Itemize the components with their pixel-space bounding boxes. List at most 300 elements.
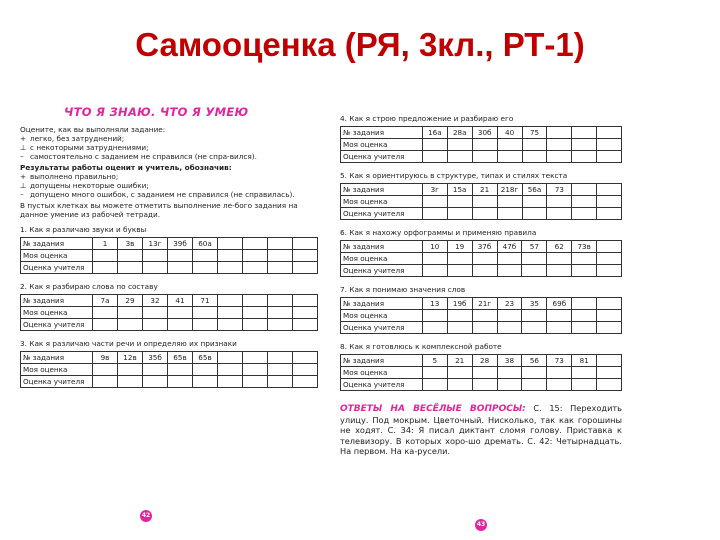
task-row [21, 352, 318, 364]
grade-cell[interactable] [597, 139, 622, 151]
grade-cell[interactable] [547, 265, 572, 277]
assessment-table [340, 126, 622, 163]
task-number-cell: 1 [93, 238, 118, 250]
assessment-table [20, 351, 318, 388]
task-number-cell: 38 [497, 355, 522, 367]
section-title: 3. Как я различаю части речи и определяю их признаки [20, 339, 237, 348]
grade-cell[interactable] [422, 151, 447, 163]
grade-cell[interactable] [597, 253, 622, 265]
task-number-cell [597, 355, 622, 367]
legend-item [20, 190, 322, 199]
teacher-assessment-row [21, 262, 318, 274]
legend-text: с некоторыми затруднениями; [30, 143, 149, 152]
task-row [21, 295, 318, 307]
task-number-cell: 29 [118, 295, 143, 307]
legend-item [20, 134, 322, 143]
grade-cell[interactable] [293, 319, 318, 331]
task-number-cell [597, 184, 622, 196]
task-row [341, 127, 622, 139]
grade-cell[interactable] [597, 310, 622, 322]
task-number-cell: 13г [143, 238, 168, 250]
task-number-cell: 28а [447, 127, 472, 139]
grade-cell[interactable] [497, 196, 522, 208]
task-number-cell: 21г [472, 298, 497, 310]
row-label: Оценка учителя [21, 376, 93, 388]
grade-cell[interactable] [168, 319, 193, 331]
grade-cell[interactable] [422, 379, 447, 391]
legend-symbol: – [20, 190, 24, 199]
grade-cell[interactable] [447, 253, 472, 265]
grade-cell[interactable] [522, 310, 547, 322]
grade-cell[interactable] [447, 151, 472, 163]
task-number-cell: 69б [547, 298, 572, 310]
legend-item [20, 152, 322, 161]
task-row [21, 238, 318, 250]
grade-cell[interactable] [522, 253, 547, 265]
task-number-cell: 32 [143, 295, 168, 307]
grade-cell[interactable] [572, 196, 597, 208]
grade-cell[interactable] [422, 265, 447, 277]
grade-cell[interactable] [143, 376, 168, 388]
grade-cell[interactable] [522, 208, 547, 220]
grade-cell[interactable] [143, 319, 168, 331]
grade-cell[interactable] [143, 250, 168, 262]
task-row [341, 184, 622, 196]
slide-title: Самооценка (РЯ, 3кл., РТ-1) [135, 26, 585, 63]
legend-item [20, 143, 322, 152]
grade-cell[interactable] [497, 379, 522, 391]
grade-cell[interactable] [243, 376, 268, 388]
task-number-cell [572, 298, 597, 310]
row-label: № задания [21, 295, 93, 307]
grade-cell[interactable] [243, 319, 268, 331]
task-number-cell: 56 [522, 355, 547, 367]
section-title: 4. Как я строю предложение и разбираю его [340, 114, 514, 123]
grade-cell[interactable] [143, 262, 168, 274]
grade-cell[interactable] [243, 250, 268, 262]
assessment-table [20, 237, 318, 274]
grade-cell[interactable] [447, 196, 472, 208]
right-sections [340, 114, 622, 391]
grade-cell[interactable] [472, 208, 497, 220]
grade-cell[interactable] [572, 151, 597, 163]
grade-cell[interactable] [218, 250, 243, 262]
grade-cell[interactable] [193, 364, 218, 376]
section-title: 8. Как я готовлюсь к комплексной работе [340, 342, 502, 351]
row-label: № задания [21, 352, 93, 364]
row-label: Моя оценка [21, 364, 93, 376]
row-label: Моя оценка [341, 139, 423, 151]
grade-cell[interactable] [522, 367, 547, 379]
legend-symbol: ⊥ [20, 143, 27, 152]
legend-item [20, 181, 322, 190]
grade-cell[interactable] [422, 196, 447, 208]
grade-cell[interactable] [522, 265, 547, 277]
grade-cell[interactable] [597, 367, 622, 379]
task-number-cell: 21 [447, 355, 472, 367]
grade-cell[interactable] [118, 364, 143, 376]
grade-cell[interactable] [547, 322, 572, 334]
teacher-assessment-row [341, 151, 622, 163]
section-title: 7. Как я понимаю значения слов [340, 285, 466, 294]
intro-title: Оцените, как вы выполняли задание: [20, 125, 166, 134]
row-label: Моя оценка [341, 310, 423, 322]
task-number-cell: 23 [497, 298, 522, 310]
grade-cell[interactable] [597, 208, 622, 220]
grade-cell[interactable] [243, 307, 268, 319]
grade-cell[interactable] [522, 379, 547, 391]
task-number-cell: 218г [497, 184, 522, 196]
grade-cell[interactable] [547, 139, 572, 151]
row-label: № задания [341, 298, 423, 310]
row-label: Оценка учителя [341, 151, 423, 163]
grade-cell[interactable] [218, 319, 243, 331]
grade-cell[interactable] [422, 139, 447, 151]
task-number-cell: 57 [522, 241, 547, 253]
grade-cell[interactable] [497, 322, 522, 334]
section-title: 5. Как я ориентируюсь в структуре, типах и стилях текста [340, 171, 568, 180]
grade-cell[interactable] [497, 265, 522, 277]
grade-cell[interactable] [572, 253, 597, 265]
legend-symbol: + [20, 172, 27, 181]
grade-cell[interactable] [93, 250, 118, 262]
legend-symbol: – [20, 152, 24, 161]
task-number-cell: 3в [118, 238, 143, 250]
section-title: 2. Как я разбираю слова по составу [20, 282, 158, 291]
task-number-cell: 7а [93, 295, 118, 307]
grade-cell[interactable] [572, 379, 597, 391]
task-number-cell [293, 352, 318, 364]
grade-cell[interactable] [293, 364, 318, 376]
grade-cell[interactable] [168, 376, 193, 388]
grade-cell[interactable] [193, 262, 218, 274]
self-assessment-row [21, 250, 318, 262]
grade-cell[interactable] [472, 253, 497, 265]
grade-cell[interactable] [268, 319, 293, 331]
grade-cell[interactable] [243, 364, 268, 376]
grade-cell[interactable] [547, 367, 572, 379]
task-number-cell: 39б [168, 238, 193, 250]
task-number-cell: 28 [472, 355, 497, 367]
task-number-cell [572, 127, 597, 139]
self-assessment-row [21, 307, 318, 319]
grade-cell[interactable] [168, 262, 193, 274]
task-row [341, 241, 622, 253]
assessment-table [340, 240, 622, 277]
grade-cell[interactable] [522, 196, 547, 208]
section-title: 1. Как я различаю звуки и буквы [20, 225, 147, 234]
row-label: Моя оценка [21, 307, 93, 319]
task-number-cell: 16а [422, 127, 447, 139]
legend-text: самостоятельно с заданием не справился (не спра-вился). [30, 152, 257, 161]
grade-cell[interactable] [497, 139, 522, 151]
grade-cell[interactable] [268, 250, 293, 262]
answers-text: С. 15: Переходить улицу. Под мокрым. Цветочный. Нисколько, так как горошины не ходят. С. 34: Я писал диктант сломя голову. Приставка к телевизору. В которых хоро-шо дремать. С. 42: Четырнадцать. На первом. На ка-русели. [340, 403, 622, 456]
grade-cell[interactable] [472, 322, 497, 334]
task-number-cell [572, 184, 597, 196]
grade-cell[interactable] [422, 310, 447, 322]
task-number-cell [218, 352, 243, 364]
task-number-cell: 65в [168, 352, 193, 364]
grade-cell[interactable] [447, 139, 472, 151]
grade-cell[interactable] [168, 250, 193, 262]
grade-cell[interactable] [497, 253, 522, 265]
task-number-cell: 19 [447, 241, 472, 253]
grade-cell[interactable] [572, 139, 597, 151]
task-number-cell: 5 [422, 355, 447, 367]
row-label: Моя оценка [341, 253, 423, 265]
grade-cell[interactable] [472, 196, 497, 208]
grade-cell[interactable] [472, 151, 497, 163]
grade-cell[interactable] [268, 364, 293, 376]
task-number-cell [597, 298, 622, 310]
grade-cell[interactable] [422, 253, 447, 265]
grade-cell[interactable] [572, 322, 597, 334]
grade-cell[interactable] [293, 307, 318, 319]
task-number-cell [268, 295, 293, 307]
grade-cell[interactable] [118, 250, 143, 262]
task-number-cell [218, 238, 243, 250]
grade-cell[interactable] [597, 379, 622, 391]
task-number-cell: 65в [193, 352, 218, 364]
task-number-cell [243, 295, 268, 307]
teacher-legend [20, 172, 322, 199]
page-number-right: 43 [475, 519, 487, 531]
grade-cell[interactable] [93, 364, 118, 376]
grade-cell[interactable] [218, 376, 243, 388]
grade-cell[interactable] [118, 376, 143, 388]
grade-cell[interactable] [447, 208, 472, 220]
grade-cell[interactable] [143, 307, 168, 319]
task-number-cell [597, 127, 622, 139]
row-label: Оценка учителя [341, 322, 423, 334]
page-number-left: 42 [140, 510, 152, 522]
grade-cell[interactable] [243, 262, 268, 274]
teacher-assessment-row [21, 376, 318, 388]
task-number-cell: 56а [522, 184, 547, 196]
task-number-cell: 15а [447, 184, 472, 196]
task-row [341, 298, 622, 310]
grade-cell[interactable] [218, 262, 243, 274]
row-label: № задания [341, 355, 423, 367]
task-number-cell: 35б [143, 352, 168, 364]
self-legend [20, 134, 322, 161]
grade-cell[interactable] [572, 367, 597, 379]
task-number-cell [268, 238, 293, 250]
grade-cell[interactable] [572, 208, 597, 220]
task-number-cell [293, 238, 318, 250]
task-number-cell [243, 238, 268, 250]
instructions [20, 125, 322, 219]
task-number-cell: 73в [572, 241, 597, 253]
grade-cell[interactable] [218, 364, 243, 376]
assessment-table [20, 294, 318, 331]
grade-cell[interactable] [597, 322, 622, 334]
row-label: № задания [341, 241, 423, 253]
self-assessment-row [341, 139, 622, 151]
teacher-assessment-row [341, 208, 622, 220]
left-sections [20, 225, 322, 388]
teacher-assessment-row [341, 322, 622, 334]
row-label: Оценка учителя [21, 319, 93, 331]
grade-cell[interactable] [547, 253, 572, 265]
teacher-assessment-row [341, 379, 622, 391]
row-label: № задания [21, 238, 93, 250]
row-label: Оценка учителя [341, 379, 423, 391]
grade-cell[interactable] [497, 151, 522, 163]
task-number-cell: 35 [522, 298, 547, 310]
grade-cell[interactable] [597, 265, 622, 277]
row-label: Моя оценка [341, 367, 423, 379]
grade-cell[interactable] [218, 307, 243, 319]
grade-cell[interactable] [447, 265, 472, 277]
row-label: Моя оценка [341, 196, 423, 208]
grade-cell[interactable] [547, 196, 572, 208]
legend-text: допущено много ошибок, с заданием не справился (не справилась). [30, 190, 295, 199]
grade-cell[interactable] [143, 364, 168, 376]
task-number-cell: 47б [497, 241, 522, 253]
task-row [341, 355, 622, 367]
grade-cell[interactable] [268, 262, 293, 274]
grade-cell[interactable] [293, 250, 318, 262]
grade-cell[interactable] [547, 379, 572, 391]
task-number-cell [597, 241, 622, 253]
header-title: ЧТО Я ЗНАЮ. ЧТО Я УМЕЮ [64, 105, 249, 119]
legend-text: допущены некоторые ошибки; [30, 181, 149, 190]
legend-text: легко, без затруднений; [30, 134, 125, 143]
task-number-cell: 13 [422, 298, 447, 310]
grade-cell[interactable] [522, 139, 547, 151]
grade-cell[interactable] [118, 262, 143, 274]
task-number-cell [268, 352, 293, 364]
task-number-cell [547, 127, 572, 139]
grade-cell[interactable] [522, 151, 547, 163]
task-number-cell [243, 352, 268, 364]
grade-cell[interactable] [472, 139, 497, 151]
grade-cell[interactable] [472, 367, 497, 379]
grade-cell[interactable] [547, 208, 572, 220]
grade-cell[interactable] [268, 307, 293, 319]
row-label: Оценка учителя [341, 265, 423, 277]
grade-cell[interactable] [168, 307, 193, 319]
teacher-assessment-row [21, 319, 318, 331]
self-assessment-row [21, 364, 318, 376]
section-header [64, 105, 322, 119]
legend-symbol: ⊥ [20, 181, 27, 190]
task-number-cell: 40 [497, 127, 522, 139]
task-number-cell: 60а [193, 238, 218, 250]
grade-cell[interactable] [447, 367, 472, 379]
task-number-cell: 73 [547, 355, 572, 367]
grade-cell[interactable] [572, 310, 597, 322]
task-number-cell: 75 [522, 127, 547, 139]
task-number-cell: 12в [118, 352, 143, 364]
grade-cell[interactable] [93, 319, 118, 331]
grade-cell[interactable] [293, 376, 318, 388]
grade-cell[interactable] [572, 265, 597, 277]
grade-cell[interactable] [422, 367, 447, 379]
grade-cell[interactable] [447, 379, 472, 391]
grade-cell[interactable] [118, 307, 143, 319]
task-number-cell: 81 [572, 355, 597, 367]
grade-cell[interactable] [422, 322, 447, 334]
grade-cell[interactable] [93, 376, 118, 388]
teacher-assessment-row [341, 265, 622, 277]
empty-note: В пустых клетках вы можете отметить выполнение ле-бого задания на данное умение из рабочей тетради. [20, 201, 298, 219]
grade-cell[interactable] [547, 151, 572, 163]
grade-cell[interactable] [547, 310, 572, 322]
answers-head: ОТВЕТЫ НА ВЕСЁЛЫЕ ВОПРОСЫ: [340, 404, 526, 414]
grade-cell[interactable] [472, 310, 497, 322]
self-assessment-row [341, 367, 622, 379]
task-number-cell [218, 295, 243, 307]
task-number-cell: 71 [193, 295, 218, 307]
self-assessment-row [341, 196, 622, 208]
answers-block [340, 403, 622, 457]
task-number-cell: 41 [168, 295, 193, 307]
grade-cell[interactable] [597, 196, 622, 208]
grade-cell[interactable] [293, 262, 318, 274]
self-assessment-row [341, 253, 622, 265]
row-label: № задания [341, 127, 423, 139]
task-number-cell: 9в [93, 352, 118, 364]
row-label: Оценка учителя [21, 262, 93, 274]
task-number-cell: 3г [422, 184, 447, 196]
task-number-cell: 62 [547, 241, 572, 253]
task-number-cell: 21 [472, 184, 497, 196]
grade-cell[interactable] [447, 310, 472, 322]
results-title: Результаты работы оценит и учитель, обозначив: [20, 163, 232, 172]
row-label: № задания [341, 184, 423, 196]
grade-cell[interactable] [497, 310, 522, 322]
left-page [20, 105, 322, 388]
grade-cell[interactable] [193, 250, 218, 262]
grade-cell[interactable] [497, 208, 522, 220]
section-title: 6. Как я нахожу орфограммы и применяю правила [340, 228, 537, 237]
grade-cell[interactable] [497, 367, 522, 379]
right-page [340, 108, 622, 457]
assessment-table [340, 183, 622, 220]
grade-cell[interactable] [597, 151, 622, 163]
legend-item [20, 172, 322, 181]
assessment-table [340, 297, 622, 334]
grade-cell[interactable] [472, 379, 497, 391]
assessment-table [340, 354, 622, 391]
grade-cell[interactable] [193, 376, 218, 388]
task-number-cell: 19б [447, 298, 472, 310]
grade-cell[interactable] [193, 319, 218, 331]
task-number-cell: 37б [472, 241, 497, 253]
legend-text: выполнено правильно; [30, 172, 119, 181]
task-number-cell: 30б [472, 127, 497, 139]
grade-cell[interactable] [93, 262, 118, 274]
task-number-cell [293, 295, 318, 307]
grade-cell[interactable] [522, 322, 547, 334]
grade-cell[interactable] [472, 265, 497, 277]
row-label: Моя оценка [21, 250, 93, 262]
legend-symbol: + [20, 134, 27, 143]
grade-cell[interactable] [93, 307, 118, 319]
task-number-cell: 10 [422, 241, 447, 253]
grade-cell[interactable] [168, 364, 193, 376]
task-number-cell: 73 [547, 184, 572, 196]
grade-cell[interactable] [118, 319, 143, 331]
grade-cell[interactable] [422, 208, 447, 220]
self-assessment-row [341, 310, 622, 322]
grade-cell[interactable] [193, 307, 218, 319]
grade-cell[interactable] [268, 376, 293, 388]
grade-cell[interactable] [447, 322, 472, 334]
